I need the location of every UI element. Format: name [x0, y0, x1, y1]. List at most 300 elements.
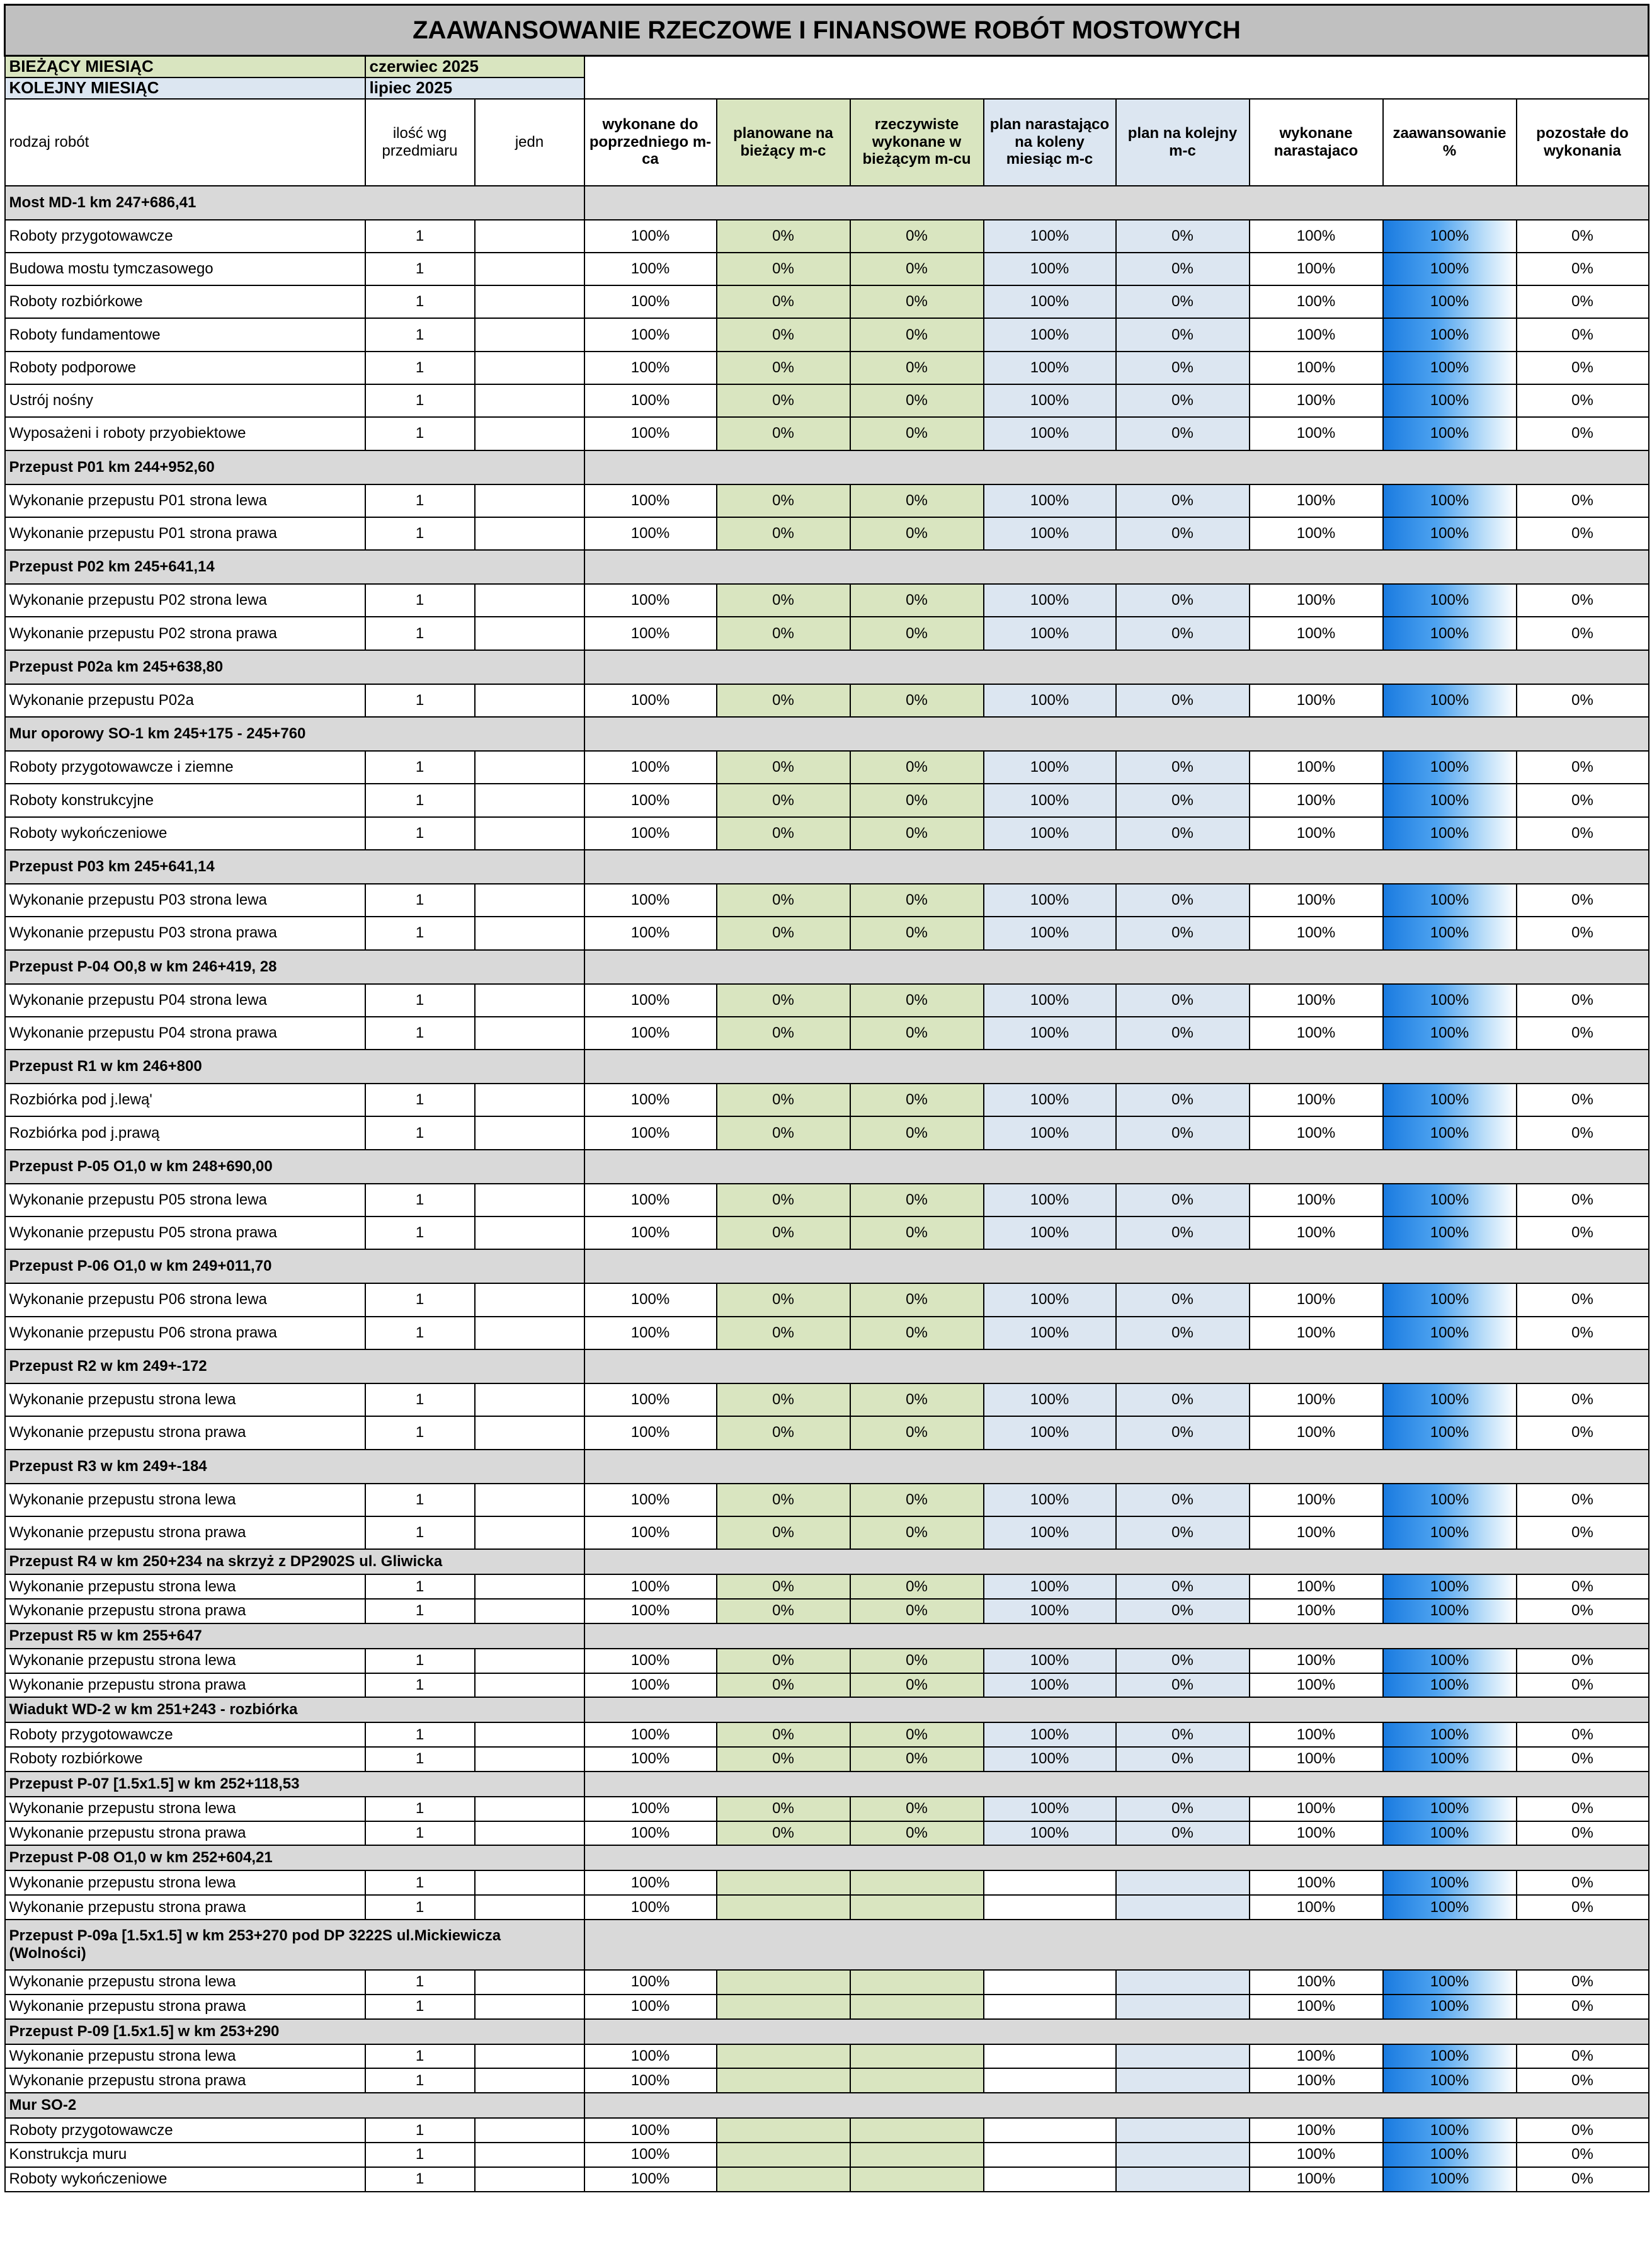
- remaining-cell[interactable]: 0%: [1517, 1599, 1649, 1623]
- work-name[interactable]: Budowa mostu tymczasowego: [5, 253, 365, 285]
- done-prev-cell[interactable]: 100%: [584, 1599, 717, 1623]
- done-prev-cell[interactable]: 100%: [584, 1673, 717, 1698]
- actual-current-cell[interactable]: 0%: [850, 1722, 984, 1747]
- actual-current-cell[interactable]: [850, 1970, 984, 1995]
- plan-cumulative-cell[interactable]: [984, 2044, 1116, 2069]
- progress-cell[interactable]: 100%: [1383, 1116, 1517, 1149]
- progress-cell[interactable]: 100%: [1383, 417, 1517, 450]
- plan-cumulative-cell[interactable]: 100%: [984, 352, 1116, 384]
- actual-current-cell[interactable]: 0%: [850, 1797, 984, 1821]
- actual-current-cell[interactable]: 0%: [850, 1017, 984, 1050]
- plan-next-cell[interactable]: 0%: [1116, 1599, 1250, 1623]
- remaining-cell[interactable]: 0%: [1517, 1574, 1649, 1599]
- actual-current-cell[interactable]: [850, 2044, 984, 2069]
- next-month-value[interactable]: lipiec 2025: [365, 77, 584, 99]
- progress-cell[interactable]: 100%: [1383, 1821, 1517, 1846]
- plan-next-cell[interactable]: 0%: [1116, 1747, 1250, 1772]
- plan-cumulative-cell[interactable]: 100%: [984, 417, 1116, 450]
- plan-cumulative-cell[interactable]: 100%: [984, 1797, 1116, 1821]
- planned-current-cell[interactable]: 0%: [717, 220, 850, 253]
- plan-cumulative-cell[interactable]: 100%: [984, 220, 1116, 253]
- progress-cell[interactable]: 100%: [1383, 285, 1517, 318]
- quantity-cell[interactable]: 1: [365, 1970, 475, 1995]
- done-cumulative-cell[interactable]: 100%: [1250, 417, 1383, 450]
- done-prev-cell[interactable]: 100%: [584, 1484, 717, 1516]
- actual-current-cell[interactable]: 0%: [850, 1084, 984, 1116]
- done-prev-cell[interactable]: 100%: [584, 253, 717, 285]
- work-name[interactable]: Wykonanie przepustu P03 strona prawa: [5, 917, 365, 949]
- remaining-cell[interactable]: 0%: [1517, 2167, 1649, 2192]
- done-cumulative-cell[interactable]: 100%: [1250, 352, 1383, 384]
- actual-current-cell[interactable]: 0%: [850, 220, 984, 253]
- unit-cell[interactable]: [475, 1516, 584, 1549]
- progress-cell[interactable]: 100%: [1383, 1870, 1517, 1895]
- actual-current-cell[interactable]: 0%: [850, 1599, 984, 1623]
- plan-next-cell[interactable]: 0%: [1116, 220, 1250, 253]
- plan-next-cell[interactable]: 0%: [1116, 1116, 1250, 1149]
- work-name[interactable]: Wykonanie przepustu strona lewa: [5, 1574, 365, 1599]
- plan-cumulative-cell[interactable]: 100%: [984, 285, 1116, 318]
- actual-current-cell[interactable]: [850, 1870, 984, 1895]
- plan-next-cell[interactable]: 0%: [1116, 1184, 1250, 1216]
- planned-current-cell[interactable]: 0%: [717, 1673, 850, 1698]
- done-cumulative-cell[interactable]: 100%: [1250, 2143, 1383, 2167]
- planned-current-cell[interactable]: 0%: [717, 384, 850, 417]
- actual-current-cell[interactable]: [850, 1895, 984, 1920]
- remaining-cell[interactable]: 0%: [1517, 1017, 1649, 1050]
- plan-cumulative-cell[interactable]: 100%: [984, 384, 1116, 417]
- unit-cell[interactable]: [475, 684, 584, 717]
- work-name[interactable]: Wykonanie przepustu strona prawa: [5, 1416, 365, 1449]
- remaining-cell[interactable]: 0%: [1517, 1184, 1649, 1216]
- quantity-cell[interactable]: 1: [365, 617, 475, 650]
- plan-cumulative-cell[interactable]: 100%: [984, 1673, 1116, 1698]
- plan-cumulative-cell[interactable]: 100%: [984, 684, 1116, 717]
- actual-current-cell[interactable]: 0%: [850, 1116, 984, 1149]
- unit-cell[interactable]: [475, 1870, 584, 1895]
- quantity-cell[interactable]: 1: [365, 1821, 475, 1846]
- done-prev-cell[interactable]: 100%: [584, 584, 717, 617]
- planned-current-cell[interactable]: [717, 1970, 850, 1995]
- remaining-cell[interactable]: 0%: [1517, 1649, 1649, 1673]
- done-prev-cell[interactable]: 100%: [584, 1995, 717, 2019]
- done-cumulative-cell[interactable]: 100%: [1250, 1017, 1383, 1050]
- planned-current-cell[interactable]: 0%: [717, 817, 850, 850]
- unit-cell[interactable]: [475, 1649, 584, 1673]
- plan-next-cell[interactable]: 0%: [1116, 684, 1250, 717]
- actual-current-cell[interactable]: 0%: [850, 584, 984, 617]
- done-cumulative-cell[interactable]: 100%: [1250, 1317, 1383, 1349]
- plan-cumulative-cell[interactable]: 100%: [984, 1383, 1116, 1416]
- plan-cumulative-cell[interactable]: 100%: [984, 784, 1116, 816]
- progress-cell[interactable]: 100%: [1383, 1722, 1517, 1747]
- work-name[interactable]: Wykonanie przepustu strona prawa: [5, 1995, 365, 2019]
- plan-cumulative-cell[interactable]: 100%: [984, 584, 1116, 617]
- done-cumulative-cell[interactable]: 100%: [1250, 784, 1383, 816]
- unit-cell[interactable]: [475, 285, 584, 318]
- quantity-cell[interactable]: 1: [365, 1283, 475, 1316]
- remaining-cell[interactable]: 0%: [1517, 253, 1649, 285]
- quantity-cell[interactable]: 1: [365, 1722, 475, 1747]
- plan-next-cell[interactable]: [1116, 1895, 1250, 1920]
- quantity-cell[interactable]: 1: [365, 2167, 475, 2192]
- plan-next-cell[interactable]: 0%: [1116, 1084, 1250, 1116]
- quantity-cell[interactable]: 1: [365, 817, 475, 850]
- unit-cell[interactable]: [475, 1673, 584, 1698]
- unit-cell[interactable]: [475, 1017, 584, 1050]
- unit-cell[interactable]: [475, 1970, 584, 1995]
- planned-current-cell[interactable]: 0%: [717, 1216, 850, 1249]
- actual-current-cell[interactable]: 0%: [850, 484, 984, 517]
- actual-current-cell[interactable]: 0%: [850, 1673, 984, 1698]
- quantity-cell[interactable]: 1: [365, 1673, 475, 1698]
- unit-cell[interactable]: [475, 1484, 584, 1516]
- actual-current-cell[interactable]: 0%: [850, 517, 984, 550]
- work-name[interactable]: Roboty wykończeniowe: [5, 2167, 365, 2192]
- done-prev-cell[interactable]: 100%: [584, 617, 717, 650]
- work-name[interactable]: Wykonanie przepustu P05 strona lewa: [5, 1184, 365, 1216]
- planned-current-cell[interactable]: 0%: [717, 1747, 850, 1772]
- actual-current-cell[interactable]: 0%: [850, 1747, 984, 1772]
- done-cumulative-cell[interactable]: 100%: [1250, 285, 1383, 318]
- actual-current-cell[interactable]: 0%: [850, 1416, 984, 1449]
- quantity-cell[interactable]: 1: [365, 352, 475, 384]
- quantity-cell[interactable]: 1: [365, 484, 475, 517]
- done-prev-cell[interactable]: 100%: [584, 2118, 717, 2143]
- work-name[interactable]: Wykonanie przepustu strona prawa: [5, 1821, 365, 1846]
- done-cumulative-cell[interactable]: 100%: [1250, 1484, 1383, 1516]
- work-name[interactable]: Wykonanie przepustu strona lewa: [5, 2044, 365, 2069]
- done-prev-cell[interactable]: 100%: [584, 417, 717, 450]
- done-prev-cell[interactable]: 100%: [584, 1895, 717, 1920]
- work-name[interactable]: Roboty wykończeniowe: [5, 817, 365, 850]
- done-prev-cell[interactable]: 100%: [584, 1797, 717, 1821]
- remaining-cell[interactable]: 0%: [1517, 352, 1649, 384]
- plan-cumulative-cell[interactable]: 100%: [984, 1084, 1116, 1116]
- actual-current-cell[interactable]: 0%: [850, 1317, 984, 1349]
- planned-current-cell[interactable]: 0%: [717, 1184, 850, 1216]
- plan-next-cell[interactable]: [1116, 2044, 1250, 2069]
- done-prev-cell[interactable]: 100%: [584, 1216, 717, 1249]
- plan-cumulative-cell[interactable]: 100%: [984, 1216, 1116, 1249]
- done-prev-cell[interactable]: 100%: [584, 2068, 717, 2093]
- work-name[interactable]: Wykonanie przepustu P06 strona lewa: [5, 1283, 365, 1316]
- remaining-cell[interactable]: 0%: [1517, 1722, 1649, 1747]
- work-name[interactable]: Konstrukcja muru: [5, 2143, 365, 2167]
- plan-next-cell[interactable]: [1116, 1970, 1250, 1995]
- plan-cumulative-cell[interactable]: 100%: [984, 517, 1116, 550]
- planned-current-cell[interactable]: 0%: [717, 1116, 850, 1149]
- actual-current-cell[interactable]: 0%: [850, 684, 984, 717]
- done-cumulative-cell[interactable]: 100%: [1250, 1673, 1383, 1698]
- actual-current-cell[interactable]: 0%: [850, 417, 984, 450]
- done-cumulative-cell[interactable]: 100%: [1250, 1649, 1383, 1673]
- plan-next-cell[interactable]: 0%: [1116, 352, 1250, 384]
- plan-cumulative-cell[interactable]: 100%: [984, 1649, 1116, 1673]
- planned-current-cell[interactable]: [717, 2143, 850, 2167]
- quantity-cell[interactable]: 1: [365, 285, 475, 318]
- progress-cell[interactable]: 100%: [1383, 2118, 1517, 2143]
- done-cumulative-cell[interactable]: 100%: [1250, 384, 1383, 417]
- done-prev-cell[interactable]: 100%: [584, 1821, 717, 1846]
- remaining-cell[interactable]: 0%: [1517, 1797, 1649, 1821]
- plan-next-cell[interactable]: [1116, 1995, 1250, 2019]
- remaining-cell[interactable]: 0%: [1517, 1821, 1649, 1846]
- unit-cell[interactable]: [475, 1995, 584, 2019]
- work-name[interactable]: Wykonanie przepustu P05 strona prawa: [5, 1216, 365, 1249]
- actual-current-cell[interactable]: 0%: [850, 751, 984, 784]
- planned-current-cell[interactable]: 0%: [717, 1084, 850, 1116]
- work-name[interactable]: Wykonanie przepustu strona lewa: [5, 1797, 365, 1821]
- done-prev-cell[interactable]: 100%: [584, 1116, 717, 1149]
- progress-cell[interactable]: 100%: [1383, 917, 1517, 949]
- plan-next-cell[interactable]: 0%: [1116, 484, 1250, 517]
- done-cumulative-cell[interactable]: 100%: [1250, 917, 1383, 949]
- unit-cell[interactable]: [475, 1184, 584, 1216]
- remaining-cell[interactable]: 0%: [1517, 1673, 1649, 1698]
- work-name[interactable]: Wykonanie przepustu strona lewa: [5, 1484, 365, 1516]
- planned-current-cell[interactable]: 0%: [717, 884, 850, 917]
- unit-cell[interactable]: [475, 352, 584, 384]
- work-name[interactable]: Wykonanie przepustu strona prawa: [5, 1895, 365, 1920]
- progress-cell[interactable]: 100%: [1383, 1283, 1517, 1316]
- unit-cell[interactable]: [475, 1722, 584, 1747]
- done-prev-cell[interactable]: 100%: [584, 1184, 717, 1216]
- progress-cell[interactable]: 100%: [1383, 2044, 1517, 2069]
- quantity-cell[interactable]: 1: [365, 784, 475, 816]
- actual-current-cell[interactable]: 0%: [850, 1516, 984, 1549]
- unit-cell[interactable]: [475, 1895, 584, 1920]
- actual-current-cell[interactable]: [850, 2167, 984, 2192]
- quantity-cell[interactable]: 1: [365, 1484, 475, 1516]
- actual-current-cell[interactable]: 0%: [850, 1821, 984, 1846]
- planned-current-cell[interactable]: 0%: [717, 984, 850, 1017]
- done-cumulative-cell[interactable]: 100%: [1250, 751, 1383, 784]
- work-name[interactable]: Roboty podporowe: [5, 352, 365, 384]
- quantity-cell[interactable]: 1: [365, 1216, 475, 1249]
- work-name[interactable]: Wykonanie przepustu strona lewa: [5, 1649, 365, 1673]
- planned-current-cell[interactable]: 0%: [717, 1317, 850, 1349]
- remaining-cell[interactable]: 0%: [1517, 1970, 1649, 1995]
- planned-current-cell[interactable]: [717, 2044, 850, 2069]
- planned-current-cell[interactable]: 0%: [717, 1416, 850, 1449]
- quantity-cell[interactable]: 1: [365, 2118, 475, 2143]
- quantity-cell[interactable]: 1: [365, 584, 475, 617]
- planned-current-cell[interactable]: 0%: [717, 1599, 850, 1623]
- quantity-cell[interactable]: 1: [365, 1017, 475, 1050]
- unit-cell[interactable]: [475, 917, 584, 949]
- progress-cell[interactable]: 100%: [1383, 1797, 1517, 1821]
- planned-current-cell[interactable]: 0%: [717, 352, 850, 384]
- actual-current-cell[interactable]: 0%: [850, 784, 984, 816]
- plan-next-cell[interactable]: 0%: [1116, 1416, 1250, 1449]
- quantity-cell[interactable]: 1: [365, 517, 475, 550]
- plan-next-cell[interactable]: 0%: [1116, 1283, 1250, 1316]
- unit-cell[interactable]: [475, 517, 584, 550]
- unit-cell[interactable]: [475, 984, 584, 1017]
- unit-cell[interactable]: [475, 2118, 584, 2143]
- actual-current-cell[interactable]: 0%: [850, 1184, 984, 1216]
- plan-cumulative-cell[interactable]: 100%: [984, 817, 1116, 850]
- progress-cell[interactable]: 100%: [1383, 784, 1517, 816]
- done-cumulative-cell[interactable]: 100%: [1250, 1574, 1383, 1599]
- unit-cell[interactable]: [475, 784, 584, 816]
- unit-cell[interactable]: [475, 817, 584, 850]
- remaining-cell[interactable]: 0%: [1517, 684, 1649, 717]
- work-name[interactable]: Wyposażeni i roboty przyobiektowe: [5, 417, 365, 450]
- plan-next-cell[interactable]: 0%: [1116, 917, 1250, 949]
- done-prev-cell[interactable]: 100%: [584, 2167, 717, 2192]
- done-cumulative-cell[interactable]: 100%: [1250, 617, 1383, 650]
- planned-current-cell[interactable]: 0%: [717, 1017, 850, 1050]
- remaining-cell[interactable]: 0%: [1517, 784, 1649, 816]
- plan-next-cell[interactable]: 0%: [1116, 751, 1250, 784]
- done-prev-cell[interactable]: 100%: [584, 352, 717, 384]
- progress-cell[interactable]: 100%: [1383, 1216, 1517, 1249]
- plan-next-cell[interactable]: 0%: [1116, 318, 1250, 351]
- planned-current-cell[interactable]: 0%: [717, 1516, 850, 1549]
- done-prev-cell[interactable]: 100%: [584, 917, 717, 949]
- plan-next-cell[interactable]: [1116, 2068, 1250, 2093]
- plan-cumulative-cell[interactable]: 100%: [984, 318, 1116, 351]
- plan-cumulative-cell[interactable]: [984, 2068, 1116, 2093]
- current-month-value[interactable]: czerwiec 2025: [365, 56, 584, 77]
- actual-current-cell[interactable]: 0%: [850, 384, 984, 417]
- plan-next-cell[interactable]: 0%: [1116, 784, 1250, 816]
- planned-current-cell[interactable]: [717, 2068, 850, 2093]
- plan-cumulative-cell[interactable]: 100%: [984, 1416, 1116, 1449]
- unit-cell[interactable]: [475, 318, 584, 351]
- work-name[interactable]: Roboty przygotowawcze: [5, 1722, 365, 1747]
- quantity-cell[interactable]: 1: [365, 984, 475, 1017]
- remaining-cell[interactable]: 0%: [1517, 1283, 1649, 1316]
- unit-cell[interactable]: [475, 1116, 584, 1149]
- done-prev-cell[interactable]: 100%: [584, 1722, 717, 1747]
- progress-cell[interactable]: 100%: [1383, 817, 1517, 850]
- planned-current-cell[interactable]: 0%: [717, 584, 850, 617]
- done-cumulative-cell[interactable]: 100%: [1250, 1383, 1383, 1416]
- done-prev-cell[interactable]: 100%: [584, 384, 717, 417]
- progress-cell[interactable]: 100%: [1383, 2143, 1517, 2167]
- done-cumulative-cell[interactable]: 100%: [1250, 2044, 1383, 2069]
- done-cumulative-cell[interactable]: 100%: [1250, 1216, 1383, 1249]
- actual-current-cell[interactable]: 0%: [850, 817, 984, 850]
- unit-cell[interactable]: [475, 1317, 584, 1349]
- plan-cumulative-cell[interactable]: [984, 2143, 1116, 2167]
- plan-next-cell[interactable]: 0%: [1116, 417, 1250, 450]
- progress-cell[interactable]: 100%: [1383, 1895, 1517, 1920]
- unit-cell[interactable]: [475, 2044, 584, 2069]
- plan-next-cell[interactable]: 0%: [1116, 1317, 1250, 1349]
- planned-current-cell[interactable]: 0%: [717, 917, 850, 949]
- quantity-cell[interactable]: 1: [365, 1649, 475, 1673]
- quantity-cell[interactable]: 1: [365, 384, 475, 417]
- remaining-cell[interactable]: 0%: [1517, 2143, 1649, 2167]
- done-prev-cell[interactable]: 100%: [584, 2143, 717, 2167]
- progress-cell[interactable]: 100%: [1383, 1017, 1517, 1050]
- work-name[interactable]: Wykonanie przepustu P06 strona prawa: [5, 1317, 365, 1349]
- done-cumulative-cell[interactable]: 100%: [1250, 1084, 1383, 1116]
- unit-cell[interactable]: [475, 2167, 584, 2192]
- done-prev-cell[interactable]: 100%: [584, 1084, 717, 1116]
- progress-cell[interactable]: 100%: [1383, 384, 1517, 417]
- plan-cumulative-cell[interactable]: [984, 1995, 1116, 2019]
- unit-cell[interactable]: [475, 220, 584, 253]
- done-cumulative-cell[interactable]: 100%: [1250, 1895, 1383, 1920]
- plan-next-cell[interactable]: 0%: [1116, 584, 1250, 617]
- work-name[interactable]: Wykonanie przepustu P02 strona prawa: [5, 617, 365, 650]
- actual-current-cell[interactable]: 0%: [850, 318, 984, 351]
- work-name[interactable]: Roboty przygotowawcze: [5, 2118, 365, 2143]
- remaining-cell[interactable]: 0%: [1517, 1484, 1649, 1516]
- quantity-cell[interactable]: 1: [365, 1574, 475, 1599]
- planned-current-cell[interactable]: [717, 2167, 850, 2192]
- plan-next-cell[interactable]: 0%: [1116, 617, 1250, 650]
- quantity-cell[interactable]: 1: [365, 2044, 475, 2069]
- done-cumulative-cell[interactable]: 100%: [1250, 1516, 1383, 1549]
- actual-current-cell[interactable]: [850, 2143, 984, 2167]
- plan-cumulative-cell[interactable]: 100%: [984, 617, 1116, 650]
- planned-current-cell[interactable]: [717, 1870, 850, 1895]
- work-name[interactable]: Wykonanie przepustu P03 strona lewa: [5, 884, 365, 917]
- actual-current-cell[interactable]: 0%: [850, 1574, 984, 1599]
- planned-current-cell[interactable]: 0%: [717, 1821, 850, 1846]
- quantity-cell[interactable]: 1: [365, 1184, 475, 1216]
- plan-next-cell[interactable]: [1116, 2143, 1250, 2167]
- plan-next-cell[interactable]: [1116, 2167, 1250, 2192]
- work-name[interactable]: Wykonanie przepustu strona lewa: [5, 1970, 365, 1995]
- planned-current-cell[interactable]: [717, 1895, 850, 1920]
- unit-cell[interactable]: [475, 417, 584, 450]
- actual-current-cell[interactable]: 0%: [850, 352, 984, 384]
- quantity-cell[interactable]: 1: [365, 684, 475, 717]
- plan-next-cell[interactable]: 0%: [1116, 1516, 1250, 1549]
- quantity-cell[interactable]: 1: [365, 1870, 475, 1895]
- progress-cell[interactable]: 100%: [1383, 220, 1517, 253]
- quantity-cell[interactable]: 1: [365, 751, 475, 784]
- done-prev-cell[interactable]: 100%: [584, 784, 717, 816]
- plan-next-cell[interactable]: 0%: [1116, 1673, 1250, 1698]
- progress-cell[interactable]: 100%: [1383, 751, 1517, 784]
- plan-next-cell[interactable]: 0%: [1116, 817, 1250, 850]
- quantity-cell[interactable]: 1: [365, 2143, 475, 2167]
- planned-current-cell[interactable]: 0%: [717, 1283, 850, 1316]
- plan-cumulative-cell[interactable]: 100%: [984, 1574, 1116, 1599]
- plan-cumulative-cell[interactable]: 100%: [984, 1722, 1116, 1747]
- plan-cumulative-cell[interactable]: [984, 2118, 1116, 2143]
- plan-cumulative-cell[interactable]: 100%: [984, 484, 1116, 517]
- actual-current-cell[interactable]: 0%: [850, 285, 984, 318]
- done-prev-cell[interactable]: 100%: [584, 220, 717, 253]
- actual-current-cell[interactable]: [850, 2068, 984, 2093]
- progress-cell[interactable]: 100%: [1383, 1416, 1517, 1449]
- quantity-cell[interactable]: 1: [365, 1383, 475, 1416]
- done-prev-cell[interactable]: 100%: [584, 484, 717, 517]
- quantity-cell[interactable]: 1: [365, 253, 475, 285]
- quantity-cell[interactable]: 1: [365, 1747, 475, 1772]
- plan-cumulative-cell[interactable]: 100%: [984, 1599, 1116, 1623]
- remaining-cell[interactable]: 0%: [1517, 884, 1649, 917]
- plan-next-cell[interactable]: 0%: [1116, 1722, 1250, 1747]
- remaining-cell[interactable]: 0%: [1517, 917, 1649, 949]
- planned-current-cell[interactable]: 0%: [717, 617, 850, 650]
- progress-cell[interactable]: 100%: [1383, 1649, 1517, 1673]
- work-name[interactable]: Roboty przygotowawcze i ziemne: [5, 751, 365, 784]
- done-cumulative-cell[interactable]: 100%: [1250, 1870, 1383, 1895]
- done-cumulative-cell[interactable]: 100%: [1250, 1722, 1383, 1747]
- remaining-cell[interactable]: 0%: [1517, 417, 1649, 450]
- plan-next-cell[interactable]: 0%: [1116, 253, 1250, 285]
